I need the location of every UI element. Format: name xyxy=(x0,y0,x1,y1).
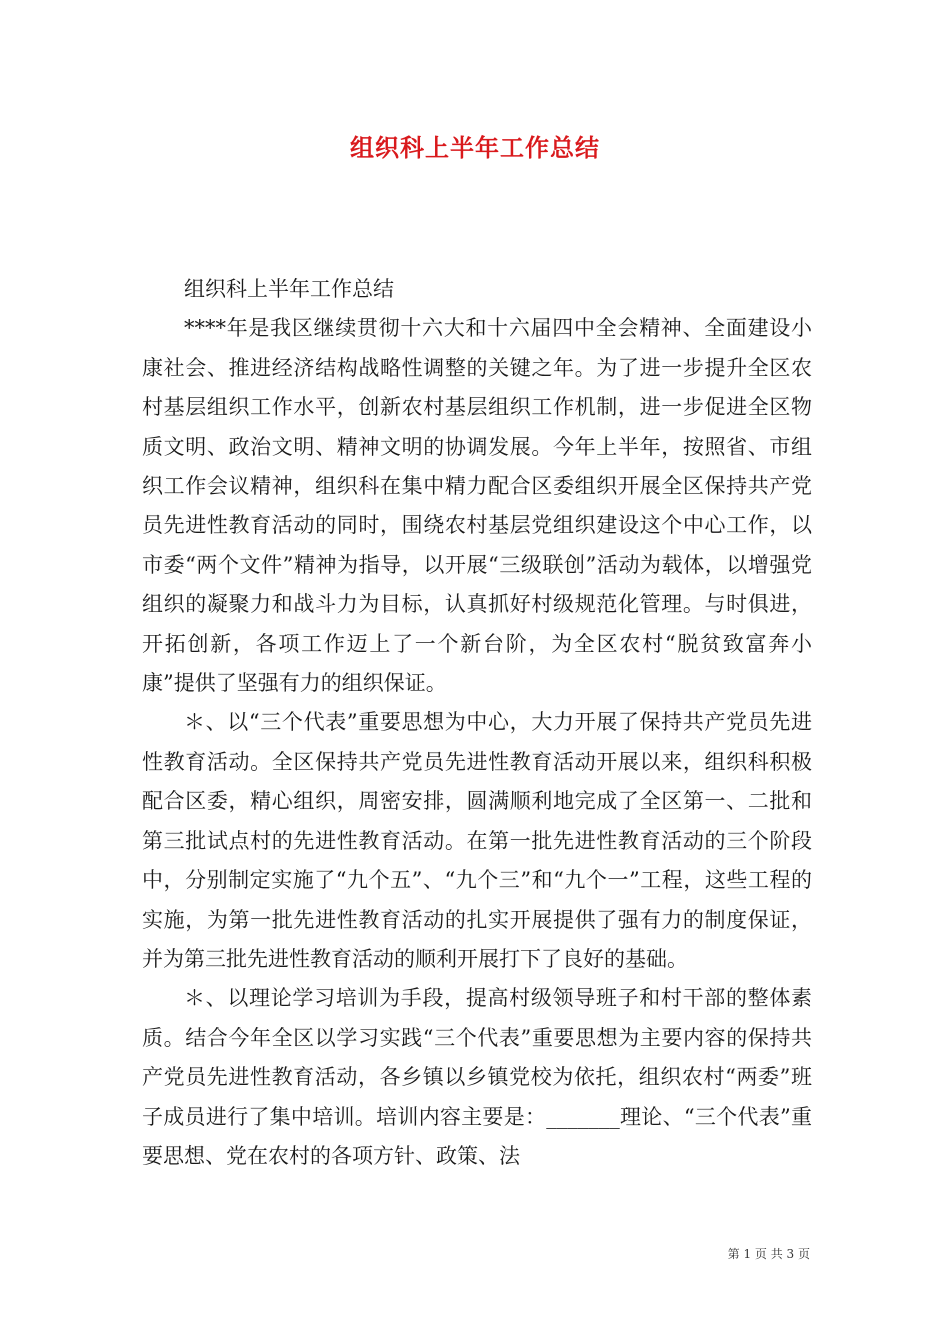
section-paragraph-education: ＊、以“三个代表”重要思想为中心，大力开展了保持共产党员先进性教育活动。全区保持共产党员先进性教育活动开展以来，组织科积极配合区委，精心组织，周密安排，圆满顺利地完成了全区第一、二批和第三批试点村的先进性教育活动。在第一批先进性教育活动的三个阶段中，分别制定实施了“九个五”、“九个三”和“九个一”工程，这些工程的实施，为第一批先进性教育活动的扎实开展提供了强有力的制度保证，并为第三批先进性教育活动的顺利开展打下了良好的基础。 xyxy=(142,710,812,971)
body-heading: 组织科上半年工作总结 xyxy=(184,277,394,301)
section-paragraph-training: ＊、以理论学习培训为手段，提高村级领导班子和村干部的整体素质。结合今年全区以学习实践“三个代表”重要思想为主要内容的保持共产党员先进性教育活动，各乡镇以乡镇党校为依托，组织农村“两委”班子成员进行了集中培训。培训内容主要是：_______理论、“三个代表”重要思想、党在农村的各项方针、政策、法 xyxy=(142,986,812,1168)
document-title: 组织科上半年工作总结 xyxy=(350,134,600,162)
document-body xyxy=(142,270,812,1176)
page-number-footer: 第 1 页 共 3 页 xyxy=(727,1247,810,1261)
intro-paragraph: ****年是我区继续贯彻十六大和十六届四中全会精神、全面建设小康社会、推进经济结构战略性调整的关键之年。为了进一步提升全区农村基层组织工作水平，创新农村基层组织工作机制，进一步促进全区物质文明、政治文明、精神文明的协调发展。今年上半年，按照省、市组织工作会议精神，组织科在集中精力配合区委组织开展全区保持共产党员先进性教育活动的同时，围绕农村基层党组织建设这个中心工作，以市委“两个文件”精神为指导，以开展“三级联创”活动为载体，以增强党组织的凝聚力和战斗力为目标，认真抓好村级规范化管理。与时俱进，开拓创新，各项工作迈上了一个新台阶，为全区农村“脱贫致富奔小康”提供了坚强有力的组织保证。 xyxy=(142,316,812,696)
